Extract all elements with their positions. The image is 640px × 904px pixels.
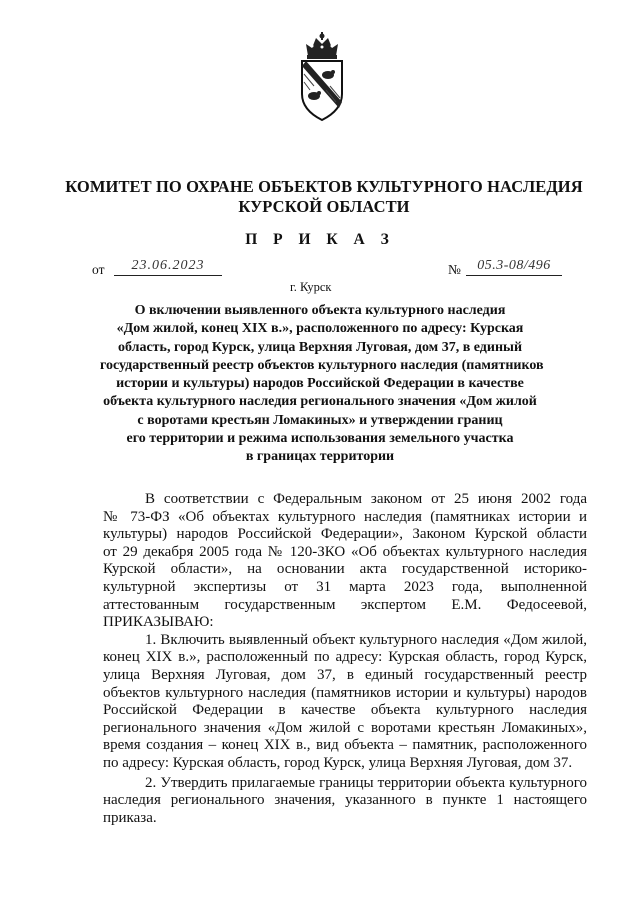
subject-line: объекта культурного наследия регионального значения «Дом жилой bbox=[103, 394, 537, 410]
order-body bbox=[103, 491, 587, 827]
document-type: П Р И К А З bbox=[245, 231, 395, 248]
city: г. Курск bbox=[290, 280, 332, 294]
subject-line: истории и культуры) народов Российской Федерации в качестве bbox=[116, 376, 524, 392]
number-value: 05.3-08/496 bbox=[466, 258, 562, 276]
subject-line: «Дом жилой, конец XIX в.», расположенного по адресу: Курская bbox=[116, 321, 524, 337]
body-line: культурной экспертизы от 31 марта 2023 года, выполненной bbox=[103, 578, 587, 595]
organization-title-line-1: КОМИТЕТ ПО ОХРАНЕ ОБЪЕКТОВ КУЛЬТУРНОГО НАСЛЕДИЯ bbox=[65, 177, 583, 196]
order-subject bbox=[100, 302, 544, 467]
organization-title-line-2: КУРСКОЙ ОБЛАСТИ bbox=[238, 197, 410, 216]
date-prefix: от bbox=[92, 262, 105, 277]
item-1-line: 1. Включить выявленный объект культурного наследия «Дом жилой, bbox=[145, 631, 587, 648]
subject-line: его территории и режима использования земельного участка bbox=[126, 431, 514, 447]
item-1-line: конец XIX в.», расположенный по адресу: Курская область, город Курск, bbox=[103, 649, 587, 666]
item-1-line: по адресу: Курская область, город Курск, улица Верхняя Луговая, дом 37. bbox=[103, 754, 573, 771]
item-1-line: Российской Федерации в качестве объекта культурного наследия bbox=[103, 702, 587, 719]
body-line: аттестованным государственным экспертом Е.М. Федосеевой, bbox=[103, 596, 587, 613]
item-2-line: приказа. bbox=[103, 809, 157, 826]
order-word: ПРИКАЗЫВАЮ: bbox=[103, 614, 214, 631]
number-prefix: № bbox=[448, 262, 461, 277]
body-line: В соответствии с Федеральным законом от 25 июня 2002 года bbox=[145, 491, 587, 507]
body-line: культуры) народов Российской Федерации», Законом Курской области bbox=[103, 526, 587, 543]
organization-title bbox=[60, 177, 588, 217]
body-line: Курской области», на основании акта государственной историко- bbox=[103, 561, 587, 578]
date-value: 23.06.2023 bbox=[114, 258, 222, 276]
item-1-line: регионального значения «Дом жилой с воротами крестьян Ломакиных», bbox=[103, 719, 587, 736]
document-meta bbox=[92, 258, 572, 286]
body-line: № 73-ФЗ «Об объектах культурного наследия (памятниках истории и bbox=[103, 508, 587, 525]
item-1-line: время создания – конец XIX в., вид объекта – памятник, расположенного bbox=[103, 737, 587, 754]
item-2-line: 2. Утвердить прилагаемые границы территории объекта культурного bbox=[145, 774, 587, 791]
item-1-line: объектов культурного наследия (памятников истории и культуры) народов bbox=[103, 684, 587, 701]
subject-line: с воротами крестьян Ломакиных» и утверждении границ bbox=[137, 412, 503, 428]
subject-line: область, город Курск, улица Верхняя Луговая, дом 37, в единый bbox=[117, 339, 523, 355]
subject-line: О включении выявленного объекта культурного наследия bbox=[134, 303, 506, 318]
body-line: от 29 декабря 2005 года № 120-ЗКО «Об объектах культурного наследия bbox=[103, 543, 587, 560]
subject-line: государственный реестр объектов культурного наследия (памятников bbox=[100, 357, 544, 373]
item-2-line: наследия регионального значения, указанного в пункте 1 настоящего bbox=[103, 792, 587, 809]
subject-line: в границах территории bbox=[245, 449, 395, 465]
coat-of-arms-icon bbox=[292, 30, 352, 126]
item-1-line: улица Верхняя Луговая, дом 37, в единый государственный реестр bbox=[103, 666, 587, 683]
